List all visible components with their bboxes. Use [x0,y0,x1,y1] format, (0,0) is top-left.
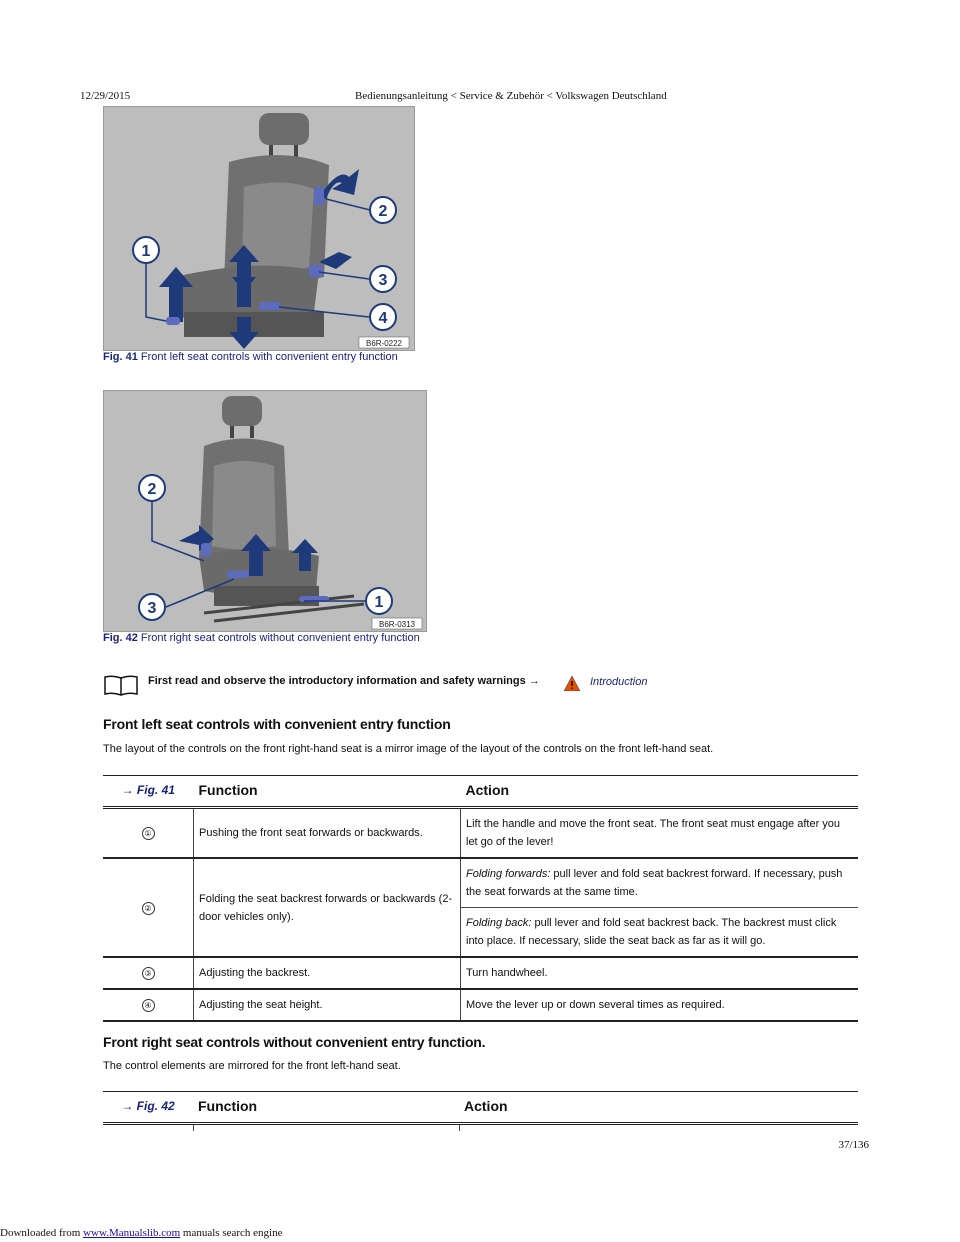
figure-42-number: Fig. 42 [103,632,138,644]
figure-42-caption [103,632,420,644]
note-text: First read and observe the introductory information and safety warnings → [148,675,540,687]
table-row [103,858,858,908]
row-action [461,908,859,958]
callout-4: 4 [378,310,388,327]
figure-41-text: Front left seat controls with convenient entry function [140,351,398,363]
row-action [461,858,859,908]
row-number: ② [142,902,155,915]
controls-table-1 [103,775,858,1022]
warning-icon [564,676,580,691]
seat-illustration-42 [104,391,426,631]
column-function: Function [194,776,461,808]
download-footer [0,1227,282,1239]
introduction-link[interactable]: Introduction [590,676,648,688]
book-icon [103,674,139,696]
header-date: 12/29/2015 [80,90,131,102]
seat-illustration-41 [104,107,414,350]
footer-prefix: Downloaded from [0,1227,84,1239]
table-row [103,957,858,989]
table-row [103,989,858,1021]
figure-42 [103,390,427,632]
action-text: pull lever and fold seat backrest forward. If necessary, push the seat forwards at the same time. [466,868,843,898]
column-figure-ref[interactable]: → Fig. 41 [103,776,194,808]
figure-42-text: Front right seat controls without convenient entry function [140,632,420,644]
callout-1: 1 [141,243,151,260]
intro-note [103,672,863,696]
callout-3: 3 [147,600,157,617]
callout-3: 3 [378,272,388,289]
row-number: ① [142,827,155,840]
figure-41 [103,106,415,351]
section-heading-1: Front left seat controls with convenient entry function [103,716,451,732]
row-function: Folding the seat backrest forwards or backwards (2-door vehicles only). [194,858,461,957]
callout-1: 1 [374,594,384,611]
section-intro-1: The layout of the controls on the front right-hand seat is a mirror image of the layout of the controls on the front left-hand seat. [103,743,714,755]
row-number: ④ [142,999,155,1012]
figure-41-number: Fig. 41 [103,351,138,363]
column-action: Action [461,776,859,808]
action-label: Folding back: [466,917,532,929]
callout-2: 2 [147,481,157,498]
table-row [103,808,858,859]
row-function: Adjusting the seat height. [194,989,461,1021]
section-intro-2: The control elements are mirrored for the front left-hand seat. [103,1060,401,1072]
figure-code-42: B6R-0313 [378,620,416,629]
row-function: Adjusting the backrest. [194,957,461,989]
column-action: Action [459,1092,858,1124]
header-title: Bedienungsanleitung < Service & Zubehör < Volkswagen Deutschland [355,90,667,102]
column-figure-ref[interactable]: → Fig. 42 [103,1092,193,1124]
footer-suffix: manuals search engine [180,1227,283,1239]
section-heading-2: Front right seat controls without convenient entry function. [103,1034,486,1050]
table-row [103,1124,858,1132]
callout-2: 2 [378,203,388,220]
row-action: Lift the handle and move the front seat. The front seat must engage after you let go of the lever! [461,808,859,859]
controls-table-2 [103,1091,858,1131]
action-text: pull lever and fold seat backrest back. The backrest must click into place. If necessary, slide the seat back as far as it will go. [466,917,837,947]
figure-code-41: B6R-0222 [365,339,403,348]
page-number: 37/136 [838,1139,869,1151]
row-action: Turn handwheel. [461,957,859,989]
row-number: ③ [142,967,155,980]
row-action: Move the lever up or down several times as required. [461,989,859,1021]
figure-41-caption [103,351,398,363]
row-function: Pushing the front seat forwards or backwards. [194,808,461,859]
column-function: Function [193,1092,459,1124]
manualslib-link[interactable]: www.Manualslib.com [83,1227,181,1239]
action-label: Folding forwards: [466,868,551,880]
